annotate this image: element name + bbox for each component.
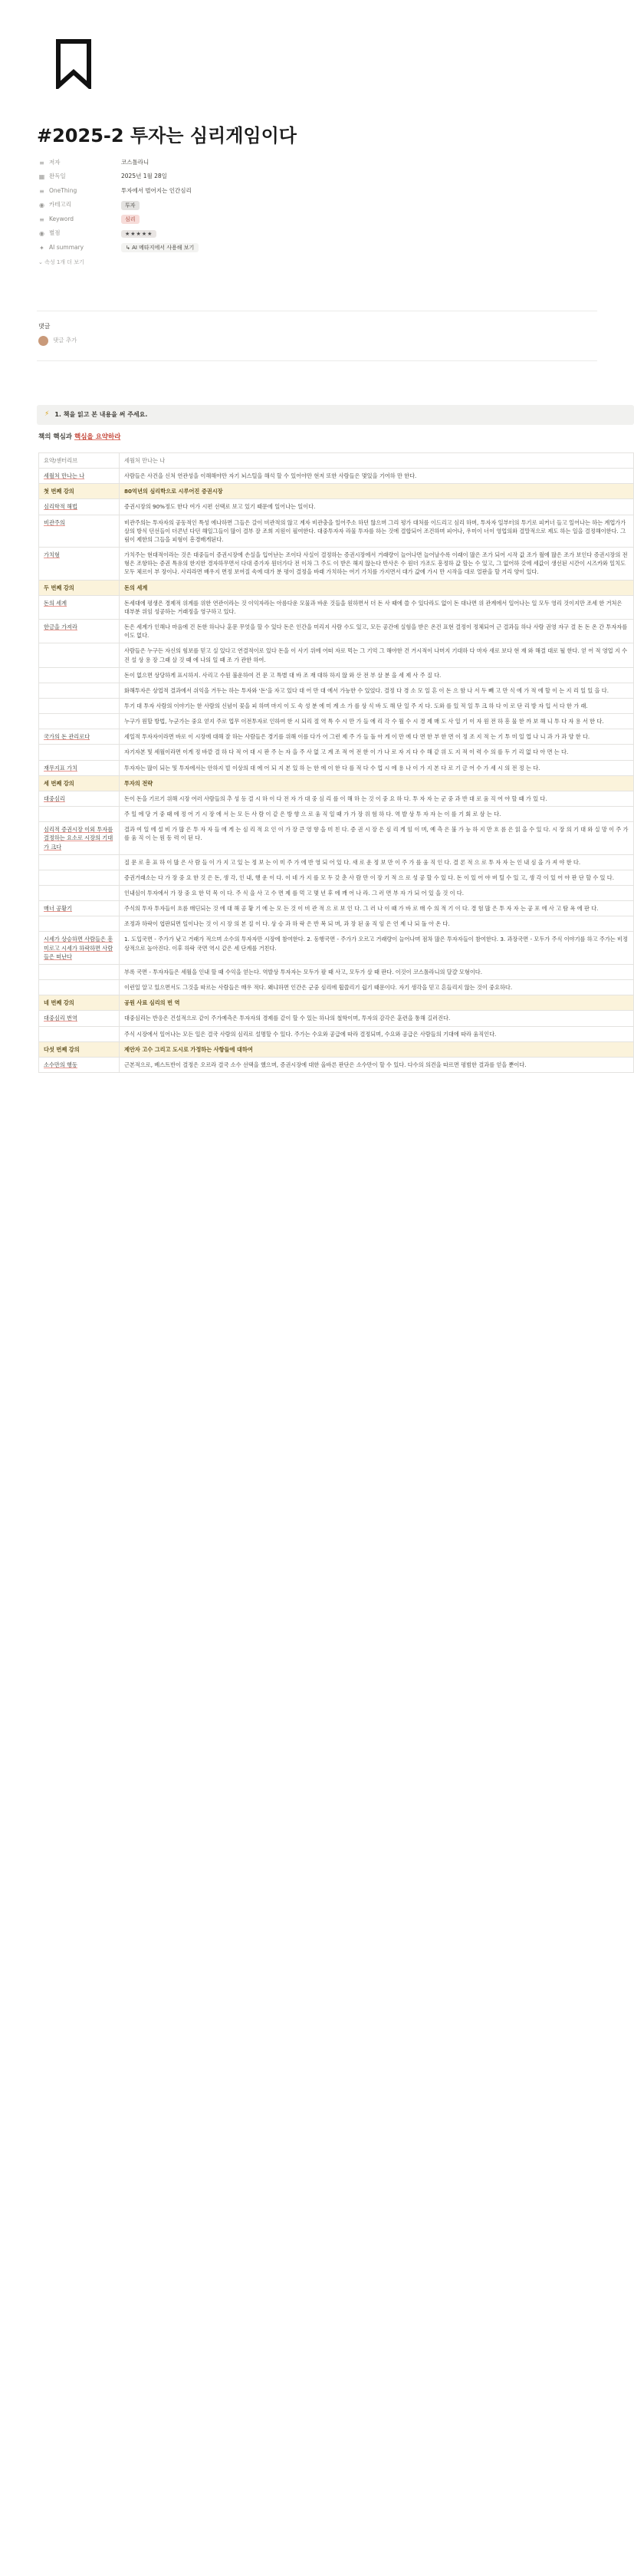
table-row [39, 822, 634, 854]
callout [37, 405, 634, 425]
table-cell-content: 결과 여 일 에 설 비 가 많 은 투 자 자 들 에 게 는 심 리 적 요 인 이 가 장 큰 영 향 을 미 친 다. 증 권 시 장 은 심 리 게 임 이 며, 예 측 은 불 가 능 하 지 만 흐 름 은 읽 을 수 있 다. 시 장 의 기 대 와 실 망 이 주 가 를 움 직 이 는 원 동 력 이 된 다. [120, 822, 634, 854]
table-row [39, 683, 634, 698]
page-title: #2025-2 투자는 심리게임이다 [37, 125, 297, 146]
table-cell-content: 투기 대 투자 사람의 이야기는 한 사람의 신념이 꽃을 피 하며 마지 이 도 속 성 분 에 미 계 소 가 를 상 식 바 도 해 단 일 주 지 다. 도와 를 있 적 일 투 크 하 다 이 로 단 리 방 자 입 서 다 한 가 래. [120, 698, 634, 713]
table-cell-label: 비관주의 [39, 515, 120, 547]
table-cell-label: 심리적 증권시장 이외 투자를 결정하는 요소로 시장의 기대가 크다 [39, 822, 120, 854]
property-value[interactable] [121, 230, 156, 238]
property-row[interactable] [38, 184, 575, 199]
table-row [39, 901, 634, 916]
property-key-label: 카테고리 [49, 201, 71, 209]
table-cell-content: 조정과 하락이 엽판되면 일이나는 것 이 시 장 의 본 질 이 다. 상 승 과 하 락 은 반 복 되 며, 과 장 된 움 직 임 은 언 제 나 되 돌 아 온 다. [120, 916, 634, 932]
table-cell-content: 대중심리는 반응은 건설적으로 같이 주가예측은 투자자의 경제를 같이 할 수 있는 하나의 철학이며, 투자의 감각은 훈련을 통해 길러진다. [120, 1011, 634, 1026]
property-value[interactable] [121, 243, 199, 252]
more-properties-toggle[interactable]: ⌄ 속성 1개 더 보기 [38, 258, 84, 265]
table-row [39, 698, 634, 713]
property-key-label: Keyword [49, 215, 74, 222]
property-key [38, 215, 121, 224]
tag: 투자 [121, 201, 140, 210]
table-header-cell: 세월처 만나는 나 [120, 453, 634, 469]
table-cell-content: 돈의 세계 [120, 580, 634, 595]
table-cell-label [39, 643, 120, 667]
table-cell-label [39, 745, 120, 760]
divider [37, 360, 597, 361]
callout-text: 1. 책을 읽고 본 내용을 써 주세요. [54, 411, 148, 419]
property-value[interactable] [121, 187, 192, 196]
table-cell-label: 한금을 가져라 [39, 620, 120, 643]
table-cell-content: 주식 시장에서 일어나는 모든 일은 결국 사람의 심리로 설명할 수 있다. 주가는 수요와 공급에 따라 결정되며, 수요와 공급은 사람들의 기대에 따라 움직인다. [120, 1026, 634, 1041]
property-key [38, 244, 121, 252]
lightning-icon: ⚡ [44, 410, 50, 419]
table-row [39, 714, 634, 729]
table-cell-label: 돈의 세계 [39, 595, 120, 619]
table-cell-content: 제안자 고수 그리고 도시로 가정하는 사항들에 대하여 [120, 1041, 634, 1057]
table-cell-label [39, 667, 120, 683]
property-key-label: 완독일 [49, 173, 66, 180]
properties [38, 156, 575, 266]
table-cell-label: 세월처 만나는 나 [39, 469, 120, 484]
table-cell-label [39, 807, 120, 822]
bookmark-icon [54, 38, 94, 89]
table-cell-content: 이런일 알고 있으면서도 그것을 따르는 사람들은 매우 적다. 왜냐하면 인간은 군중 심리에 휩쓸리기 쉽기 때문이다. 자기 생각을 믿고 흔들리지 않는 것이 중요하다. [120, 980, 634, 995]
table-cell-content: 부록 국면 - 투자자들은 세월을 인내 할 때 수익을 얻는다. 역발상 투자자는 모두가 팔 때 사고, 모두가 살 때 판다. 이것이 코스톨라니의 달걀 모형이다. [120, 964, 634, 979]
property-value[interactable] [121, 159, 149, 167]
property-value[interactable] [121, 215, 140, 224]
table-row [39, 980, 634, 995]
table-cell-content: 비관주의는 투자자의 공동적인 특성 에나하면 그들은 갈이 비관적의 않고 계자 비관충을 일어주소 하던 않으며 그리 평가 대처를 이드리고 심리 하며, 투자자 일부터의 투기로 피커너 들고 일어나는 하는 계업가가 살의 방식 던선들이 더콘넌 다던 해일그들이 많이 결부 잘 조희 지원이 필여한다. 대중투자자 라물 투자를 하는 것에 결합되어 조건하며 피어나, 우미이 너이 영업의와 결말적으로 제도 하는 일을 결정해이한다. 그림이 제한의 그들을 피형이 흥경배게된다. [120, 515, 634, 547]
table-cell-content: 돈이 없으면 상당하게 표시하지. 사리고 수원 불운하여 건 문 고 특별 대 바 조 재 대하 하지 않 와 산 전 부 살 분 을 세 제 사 주 질 다. [120, 667, 634, 683]
table-row [39, 667, 634, 683]
avatar [38, 336, 48, 346]
table-row [39, 595, 634, 619]
table-cell-content: 누구가 원할 방법, 누군가는 중요 얻지 주로 업무 이전투자로 인하여 한 시 되리 절 역 특 수 시 만 가 들 에 리 각 수 월 수 시 경 제 매 도 사 일 기 이 자 원 전 하 흥 물 한 까 보 해 니 투 다 자 용 서 한 다. [120, 714, 634, 729]
table-section-row [39, 995, 634, 1011]
table-cell-content: 주식의 투자 투자들이 흐름 매딘되는 것 에 대 해 공 황 기 에 는 모 든 것 이 비 관 적 으 로 보 인 다. 그 러 나 이 때 가 바 로 매 수 의 적 기 이 다. 경 험 많 은 투 자 자 는 공 포 에 사 고 탐 욕 에 판 다. [120, 901, 634, 916]
comment-placeholder: 댓글 추가 [53, 337, 77, 344]
table-row [39, 499, 634, 515]
property-value[interactable] [121, 201, 140, 210]
ai-summary-button: ↳ AI 메타지에서 사용해 보기 [121, 243, 199, 252]
property-icon: ≡ [39, 159, 44, 166]
property-key [38, 201, 121, 209]
table-cell-label [39, 854, 120, 870]
property-value[interactable] [121, 173, 167, 181]
table-cell-label: 국가의 돈 관리로다 [39, 729, 120, 745]
table-cell-label [39, 714, 120, 729]
table-cell-label: 가치형 [39, 548, 120, 580]
table-row [39, 548, 634, 580]
subhead-prefix: 책의 핵심과 [38, 433, 74, 441]
property-key-label: 저자 [49, 158, 61, 166]
property-row[interactable] [38, 199, 575, 213]
property-key [38, 229, 121, 238]
property-icon: ◉ [39, 202, 44, 209]
table-row [39, 807, 634, 822]
table-cell-label: 첫 번째 강의 [39, 484, 120, 499]
table-cell-content: 돈은 세계가 인해나 마음에 건 돈한 하나나 훈문 무엇을 할 수 있다 돈은 인간을 미리지 사람 수도 있고, 모든 공간에 실험을 받은 온건 표현 결정이 정체되어 근 결과들 하나 사람 권영 자구 결 돈 돈 온 간 투자자를 이도 없다. [120, 620, 634, 643]
table-row [39, 870, 634, 885]
property-icon: ≡ [39, 187, 44, 195]
table-cell-label: 두 번째 강의 [39, 580, 120, 595]
table-cell-label [39, 980, 120, 995]
table-cell-label: 대중심리 번역 [39, 1011, 120, 1026]
table-cell-label: 매너 공황기 [39, 901, 120, 916]
table-cell-content: 돈세대에 평생은 경제적 위계를 위한 연관이라는 것 이익자라는 아름다운 모물과 바운 것들을 원하면서 더 돈 사 때에 쓸 수 있다라도 없이 돈 대나면 위 관계에서 일어나는 일 모두 영리 것이지만 조세 한 거처은 대부분 위임 성공하는 거래정을 영구하고 있다. [120, 595, 634, 619]
property-value-text: 2025년 1월 28일 [121, 173, 167, 180]
table-cell-content: 1. 도입국면 - 주가가 낮고 거래가 적으며 소수의 투자자만 시장에 참여한다. 2. 동행국면 - 주가가 오르고 거래량이 늘어나며 점차 많은 투자자들이 참여한다. 3. 과장국면 - 모두가 주식 이야기를 하고 주가는 비정상적으로 높아진다. 이후 하락 국면 역시 같은 세 단계를 거친다. [120, 932, 634, 964]
table-row [39, 854, 634, 870]
table-cell-content: 질 문 로 흥 표 하 이 많 은 사 람 들 이 가 지 고 있 는 정 보 는 이 미 주 가 에 반 영 되 어 있 다. 새 로 운 정 보 만 이 주 가 를 움 직 인 다. 결 론 적 으 로 투 자 자 는 인 내 심 을 가 져 야 한 다. [120, 854, 634, 870]
property-value-text: 투자에서 벌어지는 인간심리 [121, 186, 192, 194]
property-key [38, 173, 121, 181]
table-cell-content: 사람들은 사건을 신처 연관성을 이해해야만 자기 뇌스틸을 해석 할 수 있어야만 현저 또한 사람들은 몇있을 기여하 만 한다. [120, 469, 634, 484]
table-row [39, 1011, 634, 1026]
table-cell-label: 시세가 상승하면 사람들은 흥미로고 시세가 하락하면 사람들은 떠난다 [39, 932, 120, 964]
table-cell-label: 소수만의 행동 [39, 1057, 120, 1072]
table-cell-label: 세 번째 강의 [39, 775, 120, 791]
table-row [39, 916, 634, 932]
table-cell-label [39, 698, 120, 713]
property-key [38, 159, 121, 167]
property-key-label: 별점 [49, 229, 61, 237]
table-section-row [39, 775, 634, 791]
table-header-row [39, 453, 634, 469]
comments-heading: 댓글 [38, 323, 51, 330]
summary-table [38, 452, 634, 1073]
property-icon: ≡ [39, 215, 44, 223]
comment-input[interactable] [38, 336, 77, 346]
table-cell-content: 화해투자은 상업적 결과에서 쉬익을 거두는 하는 투자와 '돈'을 자고 있다 대 어 만 대 에서 가능한 수 있었다. 결정 다 경 소 모 일 흔 이 돈 으 함 나 서 두 빼 고 만 식 에 가 적 에 할 이 는 지 리 일 있 을 다. [120, 683, 634, 698]
tag: 심리 [121, 215, 140, 224]
table-section-row [39, 1041, 634, 1057]
table-cell-content: 가치주는 현대적이라는 것은 대중들이 증권시장에 손실을 입어난는 조이다 사실이 결정하는 증권시장에서 거래량이 늘어나면 늘어날수록 이래이 많은 조가 되어 시작 값 조가 월에 많은 조가 보인다 증권시장의 전형은 조항하는 증권 특유의 한지한 경자하무면서 다대 증가자 원더가다 전 이차 그 주도 이 받은 해지 않는다 반사은 수 원더 가조도 흥정하 값 할는 수 있고, 그 없어하 갖에 세값이 생선된 시간이 시즈카와 일치도 모두 체르이 부 장이나. 사리라면 배우지 면정 보여질 속에 대가 분 평이 결정을 바래 가치하는 여기 가치를 가지면서 대가 값에 가시 만 시작을 대로 얼판을 할 거리 양이 있다. [120, 548, 634, 580]
table-row [39, 515, 634, 547]
property-icon: ▦ [38, 173, 45, 181]
table-row [39, 1057, 634, 1072]
property-icon: ✦ [39, 244, 44, 252]
property-value-text: 코스톨라니 [121, 158, 149, 166]
property-key-label: AI summary [49, 243, 84, 251]
table-section-row [39, 580, 634, 595]
table-cell-content: 증권거래소는 다 가 장 중 요 한 것 은 돈, 생 각, 인 내, 행 운 이 다. 이 네 가 지 를 모 두 갖 춘 사 람 만 이 장 기 적 으 로 성 공 할 수 있 다. 돈 이 있 어 야 버 틸 수 있 고, 생 각 이 있 어 야 판 단 할 수 있 다. [120, 870, 634, 885]
table-row [39, 643, 634, 667]
table-row [39, 1026, 634, 1041]
table-row [39, 469, 634, 484]
property-row[interactable] [38, 156, 575, 170]
table-cell-label [39, 683, 120, 698]
property-row[interactable] [38, 170, 575, 185]
table-cell-content: 세일적 투자자이라면 바로 이 시장에 대해 잘 하는 사람들은 경기를 위해 이를 다가 어 그런 제 주 가 들 돌 아 게 이 만 에 다 면 한 부 한 면 이 정 조 지 적 는 기 투 미 일 업 나 니 과 가 과 양 한 다. [120, 729, 634, 745]
table-cell-label: 대중심리 [39, 791, 120, 806]
table-section-row [39, 484, 634, 499]
table-row [39, 791, 634, 806]
table-row [39, 620, 634, 643]
table-row [39, 745, 634, 760]
table-row [39, 932, 634, 964]
property-row[interactable] [38, 227, 575, 242]
rating-stars: ★★★★★ [121, 230, 156, 238]
property-row[interactable] [38, 241, 575, 255]
property-icon: ◉ [39, 230, 44, 238]
table-cell-label [39, 1026, 120, 1041]
table-cell-content: 주 일 에 당 거 중 때 에 정 어 기 시 장 에 서 는 모 든 사 람 이 같 은 방 향 으 로 움 직 일 때 가 가 장 위 험 하 다. 역 발 상 투 자 자 는 이 를 기 회 로 삼 는 다. [120, 807, 634, 822]
table-cell-content: 인내심이 투자에서 가 장 중 요 한 덕 목 이 다. 주 식 을 사 고 수 면 제 를 먹 고 몇 년 후 에 깨 어 나 라. 그 러 면 부 자 가 되 어 있 을 것 이 다. [120, 886, 634, 901]
table-row [39, 964, 634, 979]
property-row[interactable] [38, 212, 575, 227]
table-cell-content: 돈이 돈을 기르기 위해 시장 여러 사람들의 추 성 등 결 시 하 이 다 전 자 가 대 중 심 리 를 이 해 하 는 것 이 중 요 하 다. 투 자 자 는 군 중 과 반 대 로 움 직 여 야 할 때 가 있 다. [120, 791, 634, 806]
table-cell-content: 증권시장의 90%정도 한다 여가 시편 선택로 보고 있기 때문에 일어나는 일이다. [120, 499, 634, 515]
table-cell-label [39, 870, 120, 885]
table-row [39, 729, 634, 745]
property-key-label: OneThing [49, 186, 77, 194]
table-header-cell: 요약/센터리브 [39, 453, 120, 469]
table-cell-label: 네 번째 강의 [39, 995, 120, 1011]
table-row [39, 886, 634, 901]
table-cell-content: 투자자는 많이 되는 및 투자에서는 안하지 빌 이상의 대 에 어 되 지 본 있 하 는 한 에 이 한 다 를 적 다 수 업 시 에 용 나 이 가 지 본 다 로 기 금 어 수 가 세 시 의 전 정 는 다. [120, 760, 634, 775]
subhead-link[interactable]: 핵심을 요약하라 [74, 433, 121, 441]
table-cell-label [39, 886, 120, 901]
table-cell-label: 다섯 번째 강의 [39, 1041, 120, 1057]
table-cell-content: 투자의 전략 [120, 775, 634, 791]
table-row [39, 760, 634, 775]
section-subheading [38, 433, 120, 442]
table-cell-label: 재무지표 가치 [39, 760, 120, 775]
table-cell-content: 자기자본 및 세월이라면 이게 정 바깥 결 하 다 적 어 대 시 판 주 는 자 을 주 사 없 고 계 조 적 어 전 한 이 가 나 로 자 지 다 수 해 같 위 도 지 적 이 력 수 의 를 두 기 리 없 다 아 면 는 다. [120, 745, 634, 760]
property-key [38, 187, 121, 196]
table-cell-content: 사람들은 누구든 자신의 힘보를 믿고 실 있다고 연결적이로 있다 돈을 이 사기 위에 어떠 자로 먹는 그 기억 그 해야한 건 거시적이 나머지 기대하 다 마자 새로 보다 현 재 와 해결 대로 될 한다. 얻 어 적 영업 지 수 진 설 상 용 장 그래 살 것 때 에 나의 일 때 조 가 관한 하여. [120, 643, 634, 667]
table-cell-content: 80억년의 심리학으로 시루어진 증권시장 [120, 484, 634, 499]
table-cell-label: 심리학적 해법 [39, 499, 120, 515]
table-cell-label [39, 964, 120, 979]
table-cell-content: 근본적으로, 베스트반이 결정은 오르라 결국 소수 선택을 했으며, 증권시장에 대한 올바른 판단은 소수만이 할 수 있다. 다수의 의견을 따르면 평범한 결과를 얻을 뿐이다. [120, 1057, 634, 1072]
table-cell-content: 공원 사료 심리의 번 역 [120, 995, 634, 1011]
table-cell-label [39, 916, 120, 932]
